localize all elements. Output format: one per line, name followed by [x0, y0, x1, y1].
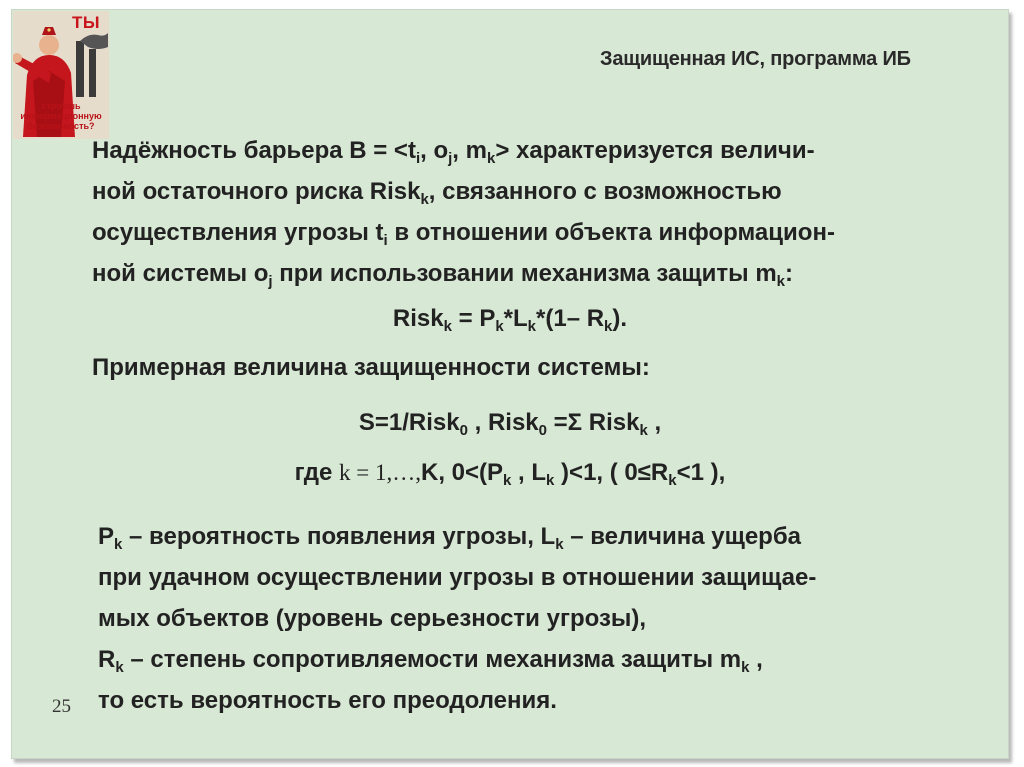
text-line: при удачном осуществлении угрозы в отношении защищае- [98, 564, 817, 591]
text-line: $R_k$ – степень сопротивляемости механизма защиты $m_k$ , [98, 646, 763, 676]
text-line: то есть вероятность его преодоления. [98, 687, 557, 714]
text-line: $P_k$ – вероятность появления угрозы, $L_k$ – величина ущерба [98, 523, 801, 553]
definition-paragraph [92, 130, 972, 294]
security-formula: S=1/Risk$_0$ , Risk$_0$ =Σ Risk$_k$ , [358, 409, 662, 439]
text-line: осуществления угрозы $t_i$ в отношении объекта информацион- [92, 219, 835, 249]
risk-formula: Risk$_k$ = $P_k*L_k*(1-$ $R_k$). [392, 305, 628, 335]
slide [11, 9, 1009, 759]
poster-caption-line: строишь [41, 101, 81, 111]
poster-caption-line: безопасность? [27, 121, 95, 131]
text-line: Надёжность барьера $B = <t_i$, $o_j$, $m_k>$ характеризуется величи- [92, 137, 815, 167]
explanation-paragraph [98, 516, 978, 721]
poster-title: ТЫ [72, 13, 101, 32]
text-line: ной остаточного риска Risk$_k$, связанного с возможностью [92, 178, 782, 208]
slide-title: Защищенная ИС, программа ИБ [600, 48, 911, 70]
text-line: ной системы $o_j$ при использовании механизма защиты $m_k$: [92, 260, 793, 290]
page-number: 25 [52, 696, 71, 717]
poster-caption-line: информационную [20, 111, 102, 121]
range-formula: где k = 1,…,K, $0<(P_k$ , $L_k$ )<1, ( $0\le R_k<1$ ), [294, 459, 726, 489]
security-heading: Примерная величина защищенности системы: [92, 354, 650, 381]
text-line: мых объектов (уровень серьезности угрозы), [98, 605, 647, 632]
poster-image [13, 11, 109, 139]
